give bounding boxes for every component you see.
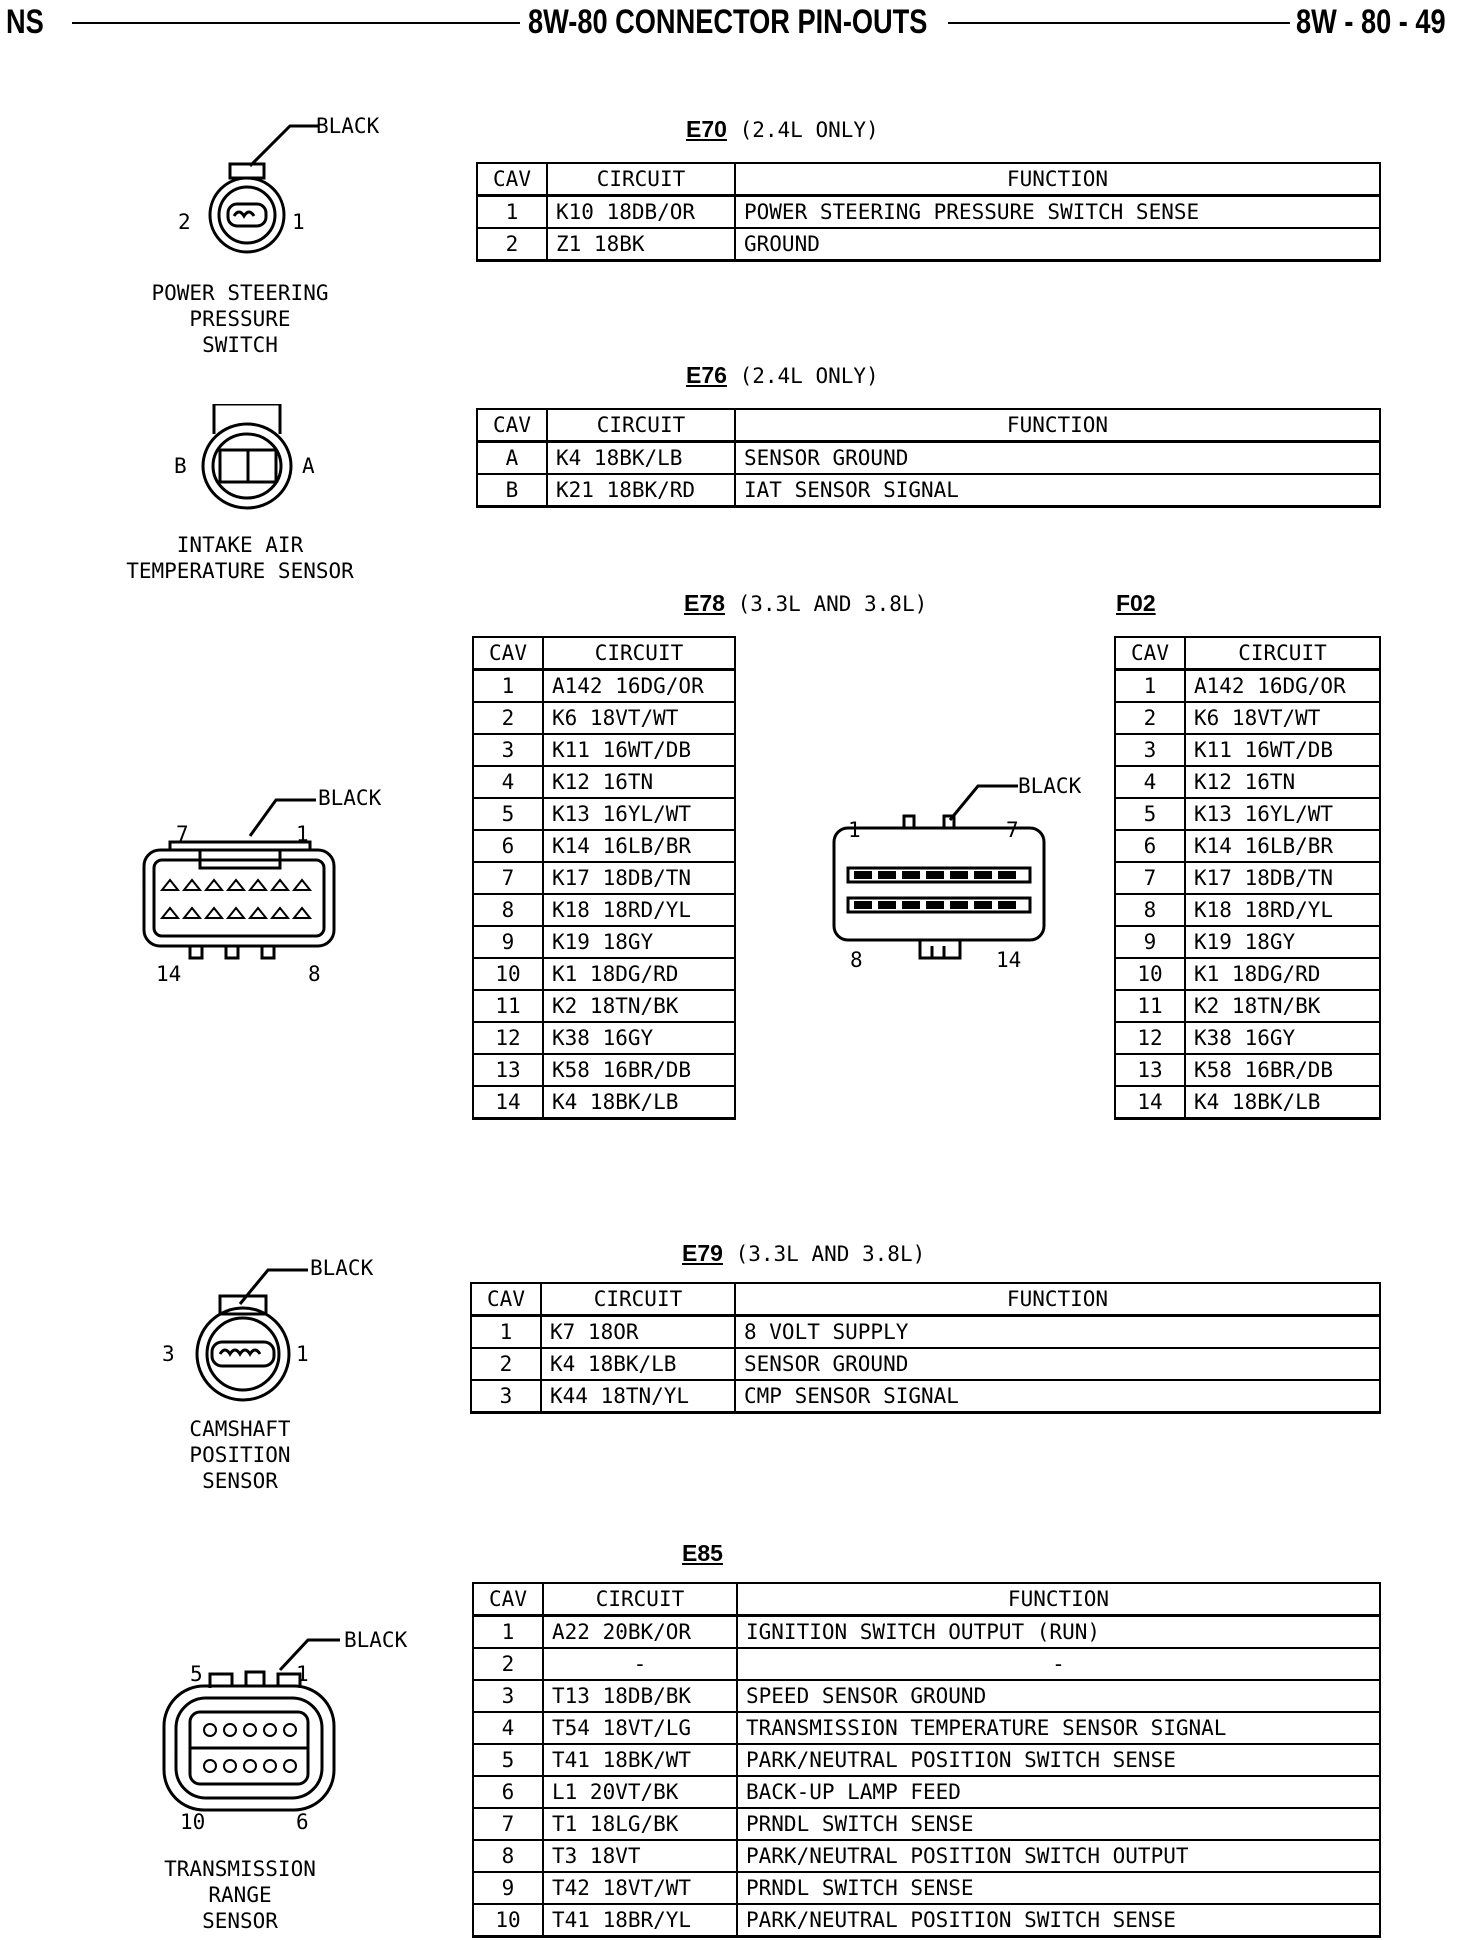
table-row — [473, 1712, 1380, 1744]
circuit-cell: K12 16TN — [543, 766, 735, 798]
circuit-cell: K11 16WT/DB — [1185, 734, 1380, 766]
column-header-circuit: CIRCUIT — [541, 1283, 735, 1316]
column-header-circuit: CIRCUIT — [543, 637, 735, 670]
table-row — [1115, 670, 1380, 703]
cav-cell: 3 — [1115, 734, 1185, 766]
column-header-cav: CAV — [471, 1283, 541, 1316]
header-rule-right — [948, 22, 1290, 24]
table-row — [473, 702, 735, 734]
table-row — [1115, 766, 1380, 798]
circuit-cell: K21 18BK/RD — [547, 474, 735, 507]
function-cell: PRNDL SWITCH SENSE — [737, 1872, 1380, 1904]
e79-note: (3.3L AND 3.8L) — [735, 1242, 926, 1266]
column-header-cav: CAV — [473, 637, 543, 670]
circuit-cell: K58 16BR/DB — [1185, 1054, 1380, 1086]
column-header-circuit: CIRCUIT — [547, 409, 735, 442]
e78-pin-top-right: 1 — [296, 822, 309, 846]
e78-title — [684, 590, 927, 617]
cav-cell: 11 — [1115, 990, 1185, 1022]
column-header-cav: CAV — [1115, 637, 1185, 670]
column-header-circuit: CIRCUIT — [1185, 637, 1380, 670]
e85-pin-bottom-right: 6 — [296, 1810, 309, 1834]
cav-cell: 5 — [473, 798, 543, 830]
cav-cell: 7 — [473, 1808, 543, 1840]
cav-cell: 2 — [471, 1348, 541, 1380]
table-row — [1115, 1054, 1380, 1086]
circuit-cell: K38 16GY — [1185, 1022, 1380, 1054]
table-row — [1115, 734, 1380, 766]
e76-pinout-table — [476, 408, 1381, 508]
cav-cell: 6 — [473, 830, 543, 862]
table-row — [473, 1872, 1380, 1904]
header-left-label: NS — [6, 3, 44, 41]
table-row — [1115, 830, 1380, 862]
table-row — [1115, 894, 1380, 926]
e76-pin-left: B — [174, 454, 187, 478]
cav-cell: B — [477, 474, 547, 507]
e85-caption: TRANSMISSION RANGE SENSOR — [164, 1857, 316, 1933]
circuit-cell: K1 18DG/RD — [543, 958, 735, 990]
header-page-number: 8W - 80 - 49 — [1296, 3, 1446, 41]
circuit-cell: A22 20BK/OR — [543, 1616, 737, 1649]
table-row — [1115, 990, 1380, 1022]
column-header-cav: CAV — [473, 1583, 543, 1616]
f02-pinout-table — [1114, 636, 1381, 1120]
table-row — [473, 1904, 1380, 1937]
e85-color-label: BLACK — [344, 1628, 408, 1652]
circuit-cell: K1 18DG/RD — [1185, 958, 1380, 990]
e76-code: E76 — [686, 362, 727, 388]
e85-code: E85 — [682, 1540, 723, 1566]
circuit-cell: K12 16TN — [1185, 766, 1380, 798]
circuit-cell: K13 16YL/WT — [1185, 798, 1380, 830]
e79-pin-right: 1 — [296, 1342, 309, 1366]
table-row — [473, 1776, 1380, 1808]
table-row — [473, 894, 735, 926]
cav-cell: 3 — [473, 1680, 543, 1712]
f02-pin-top-right: 7 — [1006, 818, 1019, 842]
e78-connector-diagram — [140, 780, 430, 1000]
e79-title — [682, 1240, 925, 1267]
table-row — [1115, 798, 1380, 830]
circuit-cell: K14 16LB/BR — [1185, 830, 1380, 862]
cav-cell: 12 — [473, 1022, 543, 1054]
cav-cell: 8 — [473, 894, 543, 926]
table-row — [1115, 862, 1380, 894]
e78-pin-bottom-right: 8 — [308, 962, 321, 986]
circuit-cell: Z1 18BK — [547, 228, 735, 261]
column-header-function: FUNCTION — [735, 1283, 1380, 1316]
e70-caption: POWER STEERING PRESSURE SWITCH — [151, 281, 329, 357]
cav-cell: 7 — [473, 862, 543, 894]
table-row — [477, 474, 1380, 507]
cav-cell: 14 — [473, 1086, 543, 1119]
circuit-cell: K18 18RD/YL — [1185, 894, 1380, 926]
circuit-cell: K19 18GY — [543, 926, 735, 958]
cav-cell: 6 — [473, 1776, 543, 1808]
column-header-cav: CAV — [477, 409, 547, 442]
e70-code: E70 — [686, 116, 727, 142]
header-rule-left — [72, 22, 520, 24]
cav-cell: 1 — [477, 196, 547, 229]
table-row — [473, 990, 735, 1022]
table-row — [473, 862, 735, 894]
circuit-cell: A142 16DG/OR — [1185, 670, 1380, 703]
cav-cell: 5 — [1115, 798, 1185, 830]
table-row — [473, 1022, 735, 1054]
table-row — [473, 1744, 1380, 1776]
circuit-cell: T41 18BR/YL — [543, 1904, 737, 1937]
table-row — [473, 766, 735, 798]
f02-code: F02 — [1116, 590, 1156, 616]
circuit-cell: K7 18OR — [541, 1316, 735, 1349]
cav-cell: 2 — [1115, 702, 1185, 734]
cav-cell: 10 — [473, 1904, 543, 1937]
cav-cell: 8 — [473, 1840, 543, 1872]
table-row — [477, 442, 1380, 475]
function-cell: IAT SENSOR SIGNAL — [735, 474, 1380, 507]
e78-note: (3.3L AND 3.8L) — [737, 592, 928, 616]
table-row — [1115, 1022, 1380, 1054]
circuit-cell: K38 16GY — [543, 1022, 735, 1054]
e76-caption: INTAKE AIR TEMPERATURE SENSOR — [126, 533, 354, 583]
e79-color-label: BLACK — [310, 1256, 374, 1280]
circuit-cell: T1 18LG/BK — [543, 1808, 737, 1840]
circuit-cell: K44 18TN/YL — [541, 1380, 735, 1413]
f02-title — [1116, 590, 1156, 617]
table-row — [473, 1680, 1380, 1712]
circuit-cell: T41 18BK/WT — [543, 1744, 737, 1776]
column-header-function: FUNCTION — [737, 1583, 1380, 1616]
f02-pin-bottom-left: 8 — [850, 948, 863, 972]
e78-code: E78 — [684, 590, 725, 616]
circuit-cell: K18 18RD/YL — [543, 894, 735, 926]
function-cell: CMP SENSOR SIGNAL — [735, 1380, 1380, 1413]
cav-cell: 13 — [473, 1054, 543, 1086]
cav-cell: 1 — [473, 670, 543, 703]
cav-cell: 14 — [1115, 1086, 1185, 1119]
cav-cell: A — [477, 442, 547, 475]
table-row — [473, 1808, 1380, 1840]
e70-pin-right: 1 — [292, 210, 305, 234]
cav-cell: 13 — [1115, 1054, 1185, 1086]
e70-color-label: BLACK — [316, 114, 380, 138]
column-header-function: FUNCTION — [735, 409, 1380, 442]
e78-pin-bottom-left: 14 — [156, 962, 182, 986]
cav-cell: 12 — [1115, 1022, 1185, 1054]
e79-pin-left: 3 — [162, 1342, 175, 1366]
function-cell: IGNITION SWITCH OUTPUT (RUN) — [737, 1616, 1380, 1649]
circuit-cell: K10 18DB/OR — [547, 196, 735, 229]
circuit-cell: K19 18GY — [1185, 926, 1380, 958]
f02-color-label: BLACK — [1018, 774, 1082, 798]
table-row — [477, 228, 1380, 261]
cav-cell: 9 — [473, 1872, 543, 1904]
table-row — [473, 926, 735, 958]
circuit-cell: A142 16DG/OR — [543, 670, 735, 703]
column-header-circuit: CIRCUIT — [547, 163, 735, 196]
cav-cell: 2 — [477, 228, 547, 261]
circuit-cell: K6 18VT/WT — [1185, 702, 1380, 734]
function-cell: POWER STEERING PRESSURE SWITCH SENSE — [735, 196, 1380, 229]
circuit-cell: K4 18BK/LB — [1185, 1086, 1380, 1119]
page-header — [0, 0, 1472, 50]
column-header-function: FUNCTION — [735, 163, 1380, 196]
column-header-cav: CAV — [477, 163, 547, 196]
circuit-cell: K17 18DB/TN — [543, 862, 735, 894]
circuit-cell: K11 16WT/DB — [543, 734, 735, 766]
camshaft-sensor-diagram — [150, 1254, 400, 1404]
e85-title — [682, 1540, 723, 1567]
circuit-cell: T54 18VT/LG — [543, 1712, 737, 1744]
table-row — [473, 798, 735, 830]
cav-cell: 2 — [473, 1648, 543, 1680]
e70-title — [686, 116, 879, 143]
function-cell: PRNDL SWITCH SENSE — [737, 1808, 1380, 1840]
cav-cell: 4 — [1115, 766, 1185, 798]
power-steering-switch-diagram — [170, 108, 410, 268]
table-row — [473, 958, 735, 990]
cav-cell: 1 — [473, 1616, 543, 1649]
circuit-cell: K14 16LB/BR — [543, 830, 735, 862]
table-row — [473, 734, 735, 766]
e76-pin-right: A — [302, 454, 315, 478]
function-cell: GROUND — [735, 228, 1380, 261]
table-row — [1115, 702, 1380, 734]
e79-pinout-table — [470, 1282, 1381, 1414]
e70-pin-left: 2 — [178, 210, 191, 234]
circuit-cell: K6 18VT/WT — [543, 702, 735, 734]
f02-pin-top-left: 1 — [848, 818, 861, 842]
circuit-cell: K2 18TN/BK — [1185, 990, 1380, 1022]
function-cell: - — [737, 1648, 1380, 1680]
function-cell: PARK/NEUTRAL POSITION SWITCH SENSE — [737, 1904, 1380, 1937]
table-row — [471, 1380, 1380, 1413]
table-row — [473, 1648, 1380, 1680]
table-row — [1115, 1086, 1380, 1119]
cav-cell: 8 — [1115, 894, 1185, 926]
function-cell: PARK/NEUTRAL POSITION SWITCH OUTPUT — [737, 1840, 1380, 1872]
column-header-circuit: CIRCUIT — [543, 1583, 737, 1616]
function-cell: 8 VOLT SUPPLY — [735, 1316, 1380, 1349]
cav-cell: 2 — [473, 702, 543, 734]
table-row — [473, 1054, 735, 1086]
circuit-cell: L1 20VT/BK — [543, 1776, 737, 1808]
circuit-cell: K4 18BK/LB — [547, 442, 735, 475]
function-cell: SENSOR GROUND — [735, 442, 1380, 475]
circuit-cell: K17 18DB/TN — [1185, 862, 1380, 894]
circuit-cell: K4 18BK/LB — [543, 1086, 735, 1119]
cav-cell: 10 — [473, 958, 543, 990]
cav-cell: 5 — [473, 1744, 543, 1776]
function-cell: TRANSMISSION TEMPERATURE SENSOR SIGNAL — [737, 1712, 1380, 1744]
cav-cell: 10 — [1115, 958, 1185, 990]
e78-color-label: BLACK — [318, 786, 382, 810]
cav-cell: 3 — [471, 1380, 541, 1413]
function-cell: PARK/NEUTRAL POSITION SWITCH SENSE — [737, 1744, 1380, 1776]
cav-cell: 4 — [473, 766, 543, 798]
circuit-cell: K13 16YL/WT — [543, 798, 735, 830]
cav-cell: 7 — [1115, 862, 1185, 894]
circuit-cell: K58 16BR/DB — [543, 1054, 735, 1086]
f02-connector-diagram — [820, 770, 1120, 980]
intake-air-temp-sensor-diagram — [170, 404, 340, 514]
cav-cell: 3 — [473, 734, 543, 766]
e76-note: (2.4L ONLY) — [739, 364, 879, 388]
function-cell: BACK-UP LAMP FEED — [737, 1776, 1380, 1808]
cav-cell: 1 — [471, 1316, 541, 1349]
e70-pinout-table — [476, 162, 1381, 262]
table-row — [473, 1616, 1380, 1649]
function-cell: SPEED SENSOR GROUND — [737, 1680, 1380, 1712]
e85-pin-bottom-left: 10 — [180, 1810, 206, 1834]
f02-pin-bottom-right: 14 — [996, 948, 1022, 972]
cav-cell: 1 — [1115, 670, 1185, 703]
e85-pin-top-left: 5 — [190, 1662, 203, 1686]
table-row — [473, 670, 735, 703]
table-row — [471, 1348, 1380, 1380]
circuit-cell: T3 18VT — [543, 1840, 737, 1872]
circuit-cell: - — [543, 1648, 737, 1680]
transmission-range-sensor-diagram — [150, 1620, 440, 1834]
e78-pin-top-left: 7 — [176, 822, 189, 846]
function-cell: SENSOR GROUND — [735, 1348, 1380, 1380]
e79-code: E79 — [682, 1240, 723, 1266]
table-row — [1115, 926, 1380, 958]
table-row — [473, 1086, 735, 1119]
cav-cell: 6 — [1115, 830, 1185, 862]
e85-pinout-table — [472, 1582, 1381, 1938]
cav-cell: 4 — [473, 1712, 543, 1744]
table-row — [1115, 958, 1380, 990]
circuit-cell: T42 18VT/WT — [543, 1872, 737, 1904]
header-title: 8W-80 CONNECTOR PIN-OUTS — [528, 3, 928, 41]
circuit-cell: K2 18TN/BK — [543, 990, 735, 1022]
e85-pin-top-right: 1 — [296, 1662, 309, 1686]
table-row — [477, 196, 1380, 229]
circuit-cell: T13 18DB/BK — [543, 1680, 737, 1712]
table-row — [473, 1840, 1380, 1872]
e70-note: (2.4L ONLY) — [739, 118, 879, 142]
table-row — [471, 1316, 1380, 1349]
e78-pinout-table — [472, 636, 736, 1120]
e79-caption: CAMSHAFT POSITION SENSOR — [189, 1417, 291, 1493]
e76-title — [686, 362, 879, 389]
cav-cell: 9 — [1115, 926, 1185, 958]
cav-cell: 11 — [473, 990, 543, 1022]
cav-cell: 9 — [473, 926, 543, 958]
circuit-cell: K4 18BK/LB — [541, 1348, 735, 1380]
table-row — [473, 830, 735, 862]
